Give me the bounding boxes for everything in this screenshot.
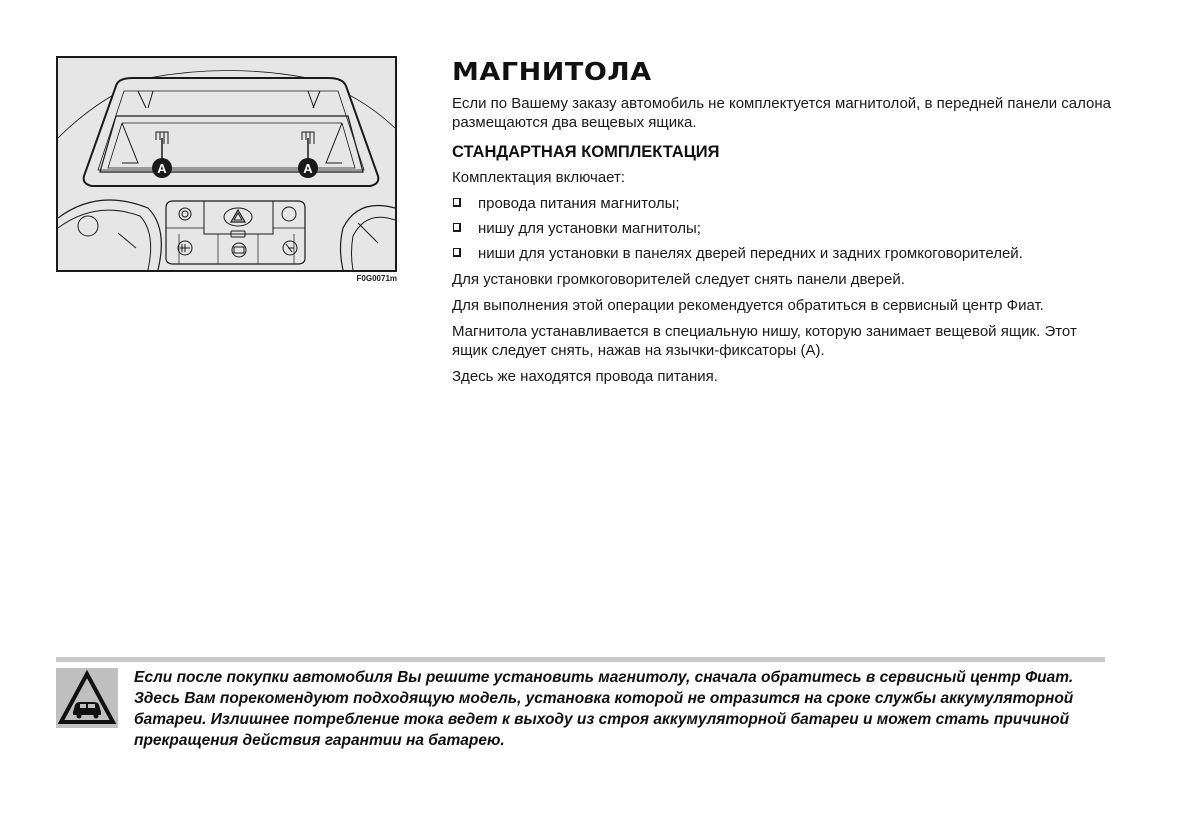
figure-caption: F0G0071m	[356, 274, 397, 283]
list-item: ниши для установки в панелях дверей передних и задних громкоговорителей.	[452, 244, 1112, 263]
car-warning-triangle-icon	[56, 668, 118, 728]
list-item: нишу для установки магнитолы;	[452, 219, 1112, 238]
paragraph: Магнитола устанавливается в специальную нишу, которую занимает вещевой ящик. Этот ящик следует снять, нажав на язычки-фиксаторы (A).	[452, 323, 1077, 359]
dashboard-illustration	[56, 56, 397, 272]
paragraph: Для установки громкоговорителей следует снять панели дверей.	[452, 271, 905, 288]
paragraph: Здесь же находятся провода питания.	[452, 368, 718, 385]
list-intro: Комплектация включает:	[452, 169, 626, 186]
list-item: провода питания магнитолы;	[452, 194, 1112, 213]
equipment-list	[452, 194, 1112, 263]
svg-text:A: A	[157, 161, 167, 176]
warning-divider	[56, 657, 1105, 662]
intro-paragraph: Если по Вашему заказу автомобиль не комплектуется магнитолой, в передней панели салона размещаются два вещевых ящика.	[452, 95, 1112, 131]
checkbox-bullet-icon	[453, 223, 461, 232]
section-content	[452, 58, 1112, 393]
page-title: МАГНИТОЛА	[452, 57, 652, 86]
paragraph: Для выполнения этой операции рекомендуется обратиться в сервисный центр Фиат.	[452, 297, 1044, 314]
warning-text: Если после покупки автомобиля Вы решите установить магнитолу, сначала обратитесь в сервисный центр Фиат. Здесь Вам порекомендуют подходящую модель, установка которой не отразится на сроке службы аккумуляторной батареи. Излишнее потребление тока ведет к выходу из строя аккумуляторной батареи и может стать причиной прекращения действия гарантии на батарею.	[134, 669, 1074, 749]
dashboard-drawing	[58, 58, 395, 270]
svg-text:A: A	[303, 161, 313, 176]
section-subtitle: СТАНДАРТНАЯ КОМПЛЕКТАЦИЯ	[452, 143, 720, 161]
callout-a-right	[298, 158, 318, 178]
checkbox-bullet-icon	[453, 198, 461, 207]
callout-a-left	[152, 158, 172, 178]
checkbox-bullet-icon	[453, 248, 461, 257]
